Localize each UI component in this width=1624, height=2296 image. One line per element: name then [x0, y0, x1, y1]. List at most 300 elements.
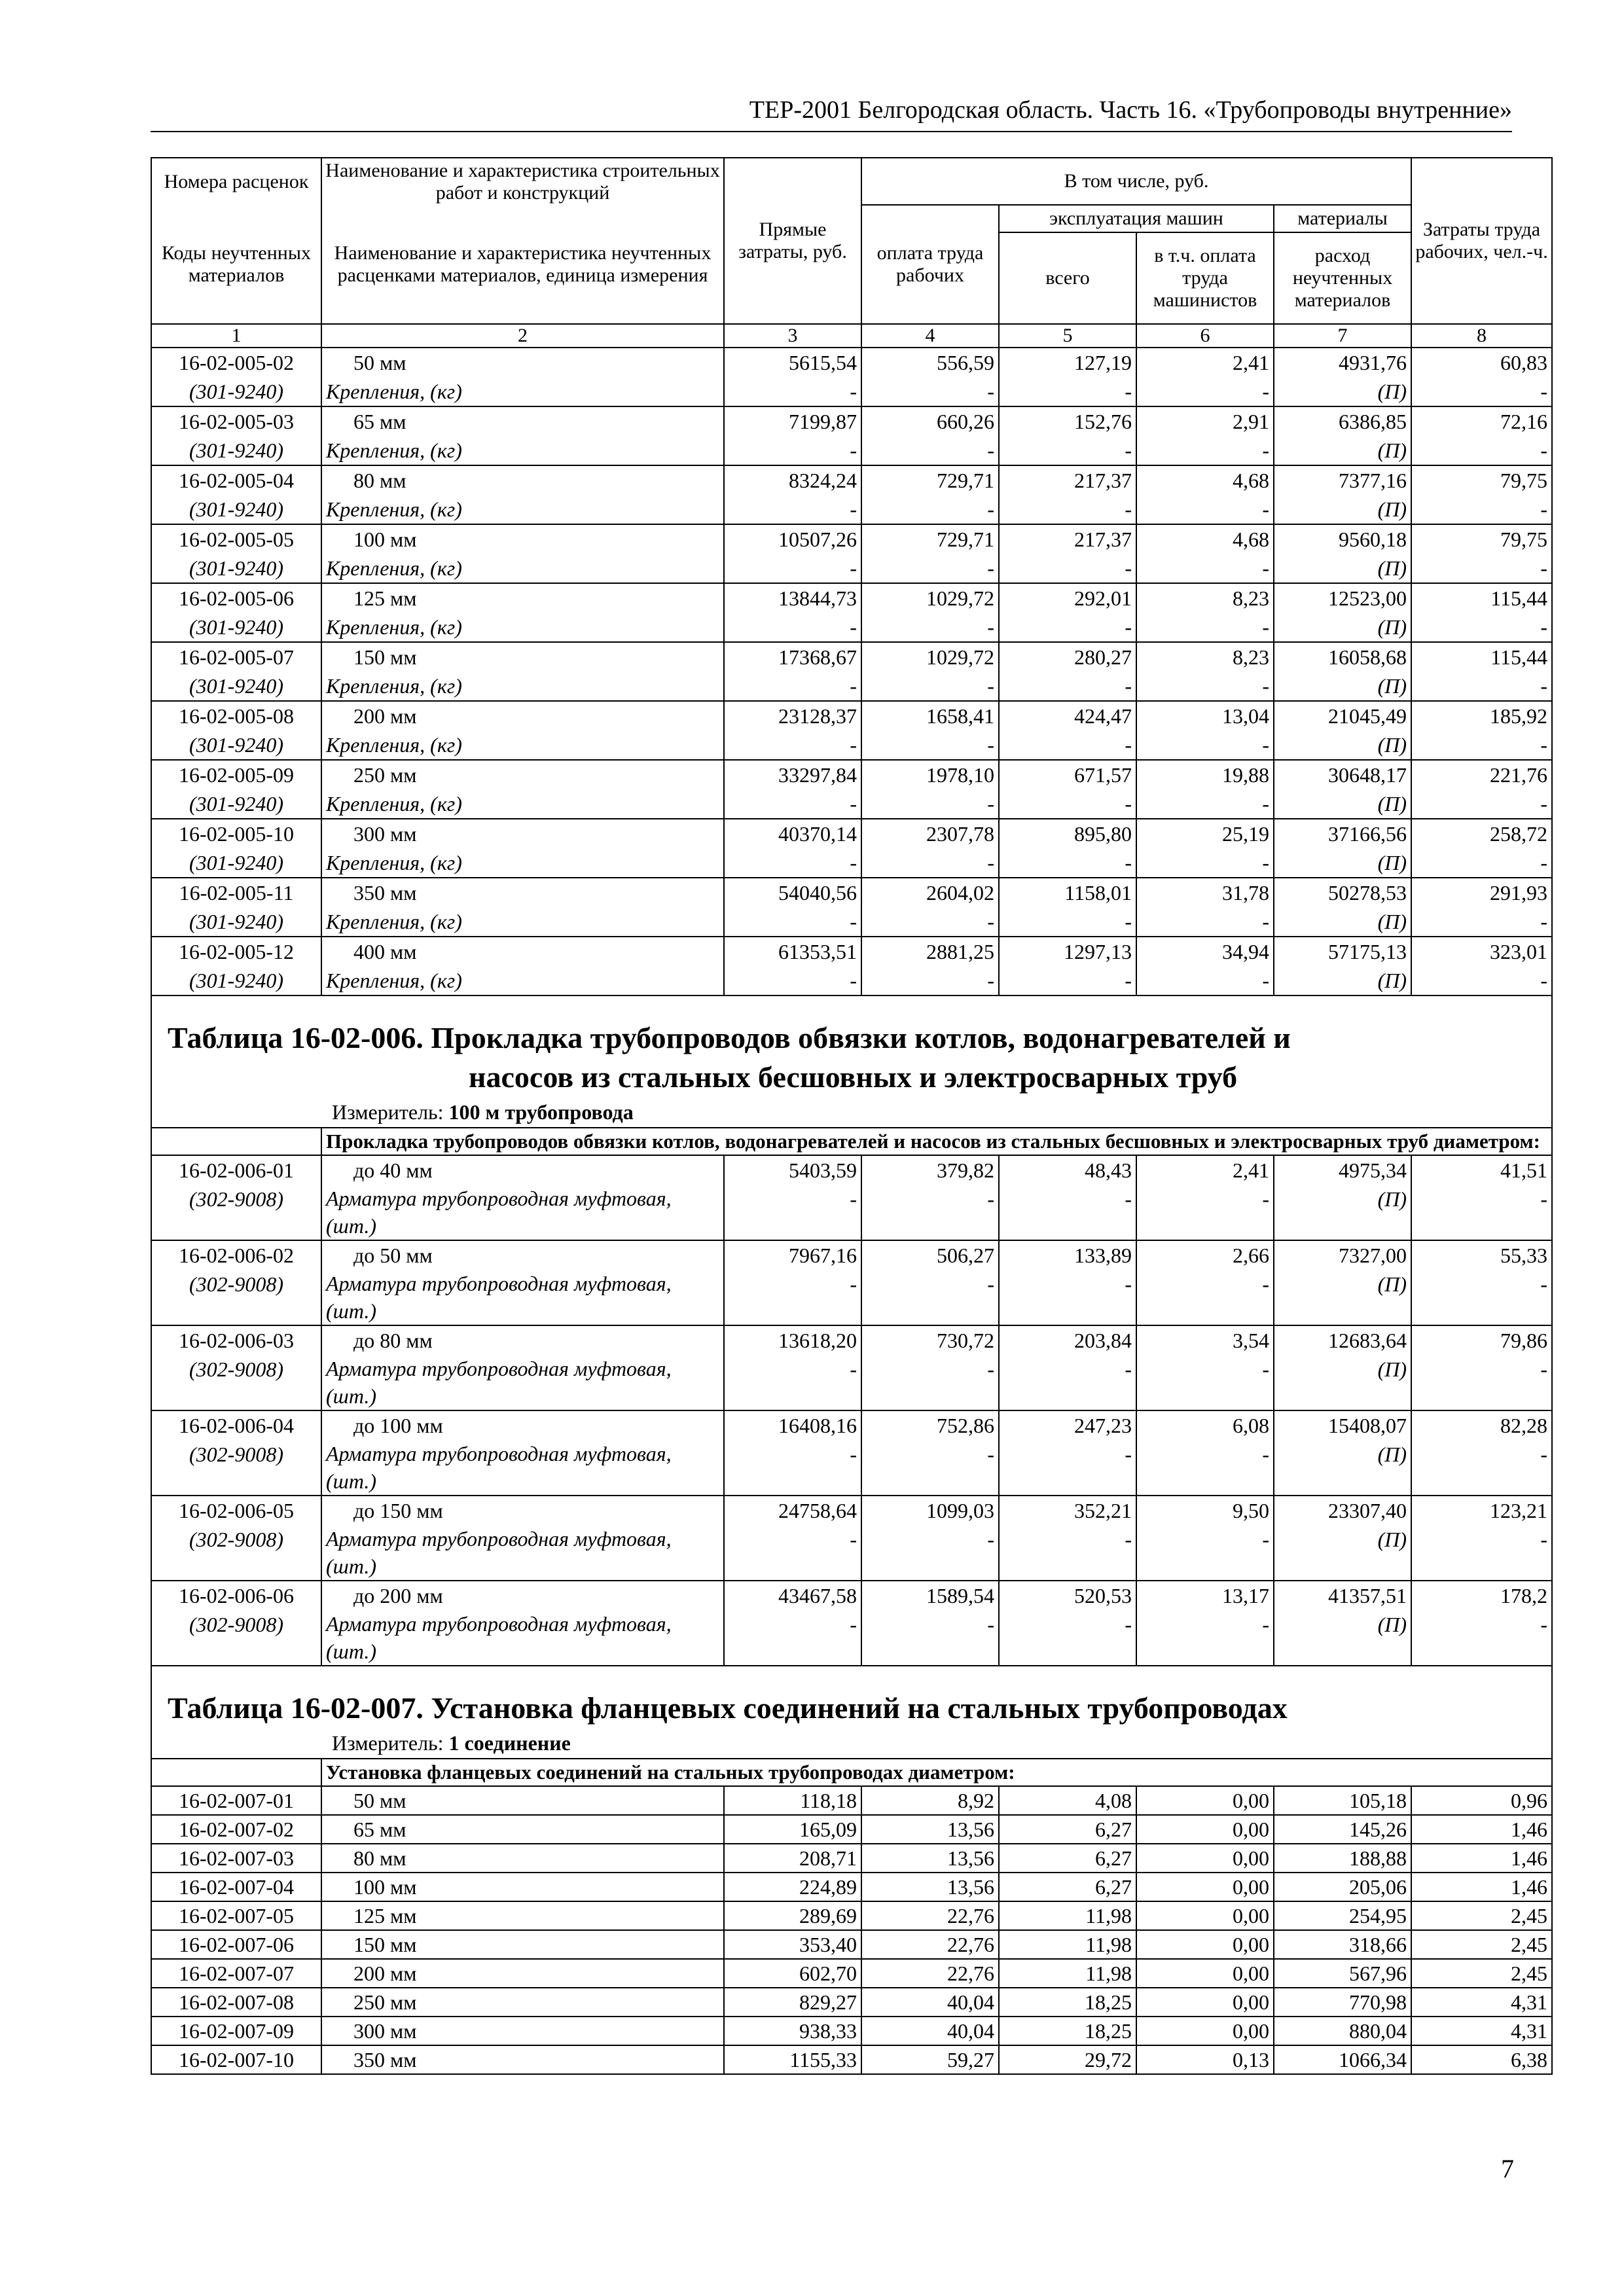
value-work: 1,46 — [1411, 1844, 1552, 1873]
empty-value-dash: - — [1136, 613, 1274, 642]
material-note: (П) — [1274, 1270, 1411, 1325]
value-machpay: 2,41 — [1136, 348, 1274, 377]
empty-value-dash: - — [1136, 1440, 1274, 1496]
column-number: 7 — [1274, 324, 1411, 348]
measure-label: Измеритель: — [332, 1100, 444, 1124]
value-labor: 13,56 — [861, 1873, 999, 1901]
value-materials: 567,96 — [1274, 1959, 1411, 1988]
value-labor: 1978,10 — [861, 760, 999, 789]
value-machpay: 4,68 — [1136, 465, 1274, 495]
table-subheading: Прокладка трубопроводов обвязки котлов, водонагревателей и насосов из стальных бесшовных и электросварных труб диаметром: — [321, 1128, 1552, 1155]
material-row — [151, 848, 1552, 878]
value-work: 2,45 — [1411, 1930, 1552, 1959]
value-labor: 1029,72 — [861, 642, 999, 672]
table-row — [151, 1988, 1552, 2017]
material-name: Крепления, (кг) — [321, 966, 724, 996]
column-number: 6 — [1136, 324, 1274, 348]
empty-value-dash: - — [724, 1525, 861, 1581]
empty-value-dash: - — [999, 436, 1136, 465]
material-name: Арматура трубопроводная муфтовая, (шт.) — [321, 1525, 724, 1581]
value-materials: 770,98 — [1274, 1988, 1411, 2017]
value-mach: 11,98 — [999, 1930, 1136, 1959]
value-work: 6,38 — [1411, 2045, 1552, 2074]
material-note: (П) — [1274, 1610, 1411, 1666]
material-row — [151, 1270, 1552, 1325]
value-materials: 12523,00 — [1274, 583, 1411, 613]
value-materials: 16058,68 — [1274, 642, 1411, 672]
rate-code: 16-02-006-02 — [151, 1240, 321, 1270]
value-mach: 11,98 — [999, 1901, 1136, 1930]
empty-value-dash: - — [861, 730, 999, 760]
rate-code: 16-02-007-01 — [151, 1786, 321, 1815]
empty-value-dash: - — [724, 377, 861, 406]
value-labor: 13,56 — [861, 1844, 999, 1873]
value-materials: 21045,49 — [1274, 701, 1411, 730]
empty-value-dash: - — [999, 789, 1136, 819]
empty-value-dash: - — [1411, 1270, 1552, 1325]
empty-value-dash: - — [1411, 730, 1552, 760]
rate-code: 16-02-006-03 — [151, 1325, 321, 1355]
table-16-02-005-rows — [151, 348, 1552, 996]
rate-code: 16-02-007-02 — [151, 1815, 321, 1844]
work-name: 65 мм — [321, 406, 724, 436]
measure-value: 1 соединение — [448, 1731, 571, 1755]
value-work: 221,76 — [1411, 760, 1552, 789]
value-work: 2,45 — [1411, 1959, 1552, 1988]
value-materials: 4975,34 — [1274, 1155, 1411, 1185]
material-name: Арматура трубопроводная муфтовая, (шт.) — [321, 1440, 724, 1496]
value-direct: 24758,64 — [724, 1496, 861, 1525]
empty-value-dash: - — [999, 730, 1136, 760]
material-name: Арматура трубопроводная муфтовая, (шт.) — [321, 1270, 724, 1325]
empty-value-dash: - — [1136, 1185, 1274, 1240]
material-note: (П) — [1274, 377, 1411, 406]
table-row — [151, 701, 1552, 730]
material-row — [151, 436, 1552, 465]
value-direct: 208,71 — [724, 1844, 861, 1873]
value-work: 82,28 — [1411, 1410, 1552, 1440]
material-code: (301-9240) — [151, 377, 321, 406]
value-direct: 10507,26 — [724, 524, 861, 554]
empty-value-dash: - — [861, 613, 999, 642]
empty-value-dash: - — [1411, 966, 1552, 996]
value-labor: 660,26 — [861, 406, 999, 436]
empty-value-dash: - — [999, 1610, 1136, 1666]
empty-value-dash: - — [1411, 1185, 1552, 1240]
value-mach: 895,80 — [999, 819, 1136, 848]
material-name: Крепления, (кг) — [321, 907, 724, 937]
empty-value-dash: - — [861, 495, 999, 524]
rate-code: 16-02-005-05 — [151, 524, 321, 554]
table-row — [151, 642, 1552, 672]
empty-value-dash: - — [724, 1610, 861, 1666]
value-machpay: 0,00 — [1136, 1873, 1274, 1901]
value-machpay: 34,94 — [1136, 937, 1274, 966]
value-labor: 40,04 — [861, 2017, 999, 2045]
work-name: 200 мм — [321, 1959, 724, 1988]
table-row — [151, 465, 1552, 495]
material-name: Крепления, (кг) — [321, 613, 724, 642]
empty-value-dash: - — [1136, 907, 1274, 937]
col-including-header: В том числе, руб. — [861, 158, 1411, 205]
value-machpay: 3,54 — [1136, 1325, 1274, 1355]
empty-value-dash: - — [1136, 436, 1274, 465]
rate-code: 16-02-005-07 — [151, 642, 321, 672]
rate-code: 16-02-005-10 — [151, 819, 321, 848]
value-mach: 671,57 — [999, 760, 1136, 789]
material-row — [151, 1610, 1552, 1666]
value-work: 291,93 — [1411, 878, 1552, 907]
empty-value-dash: - — [1136, 1610, 1274, 1666]
material-row — [151, 966, 1552, 996]
material-code: (302-9008) — [151, 1270, 321, 1325]
value-direct: 17368,67 — [724, 642, 861, 672]
material-name: Арматура трубопроводная муфтовая, (шт.) — [321, 1610, 724, 1666]
rate-code: 16-02-007-08 — [151, 1988, 321, 2017]
work-name: 250 мм — [321, 1988, 724, 2017]
value-direct: 1155,33 — [724, 2045, 861, 2074]
value-labor: 506,27 — [861, 1240, 999, 1270]
value-mach: 352,21 — [999, 1496, 1136, 1525]
empty-value-dash: - — [861, 436, 999, 465]
col-direct-cost-header: Прямые затраты, руб. — [724, 158, 861, 324]
value-mach: 1297,13 — [999, 937, 1136, 966]
rate-code: 16-02-006-05 — [151, 1496, 321, 1525]
material-code: (301-9240) — [151, 495, 321, 524]
empty-value-dash: - — [724, 1185, 861, 1240]
value-labor: 13,56 — [861, 1815, 999, 1844]
work-name: 80 мм — [321, 1844, 724, 1873]
table-row — [151, 1815, 1552, 1844]
material-code: (301-9240) — [151, 436, 321, 465]
value-work: 115,44 — [1411, 583, 1552, 613]
work-name: 125 мм — [321, 1901, 724, 1930]
value-materials: 9560,18 — [1274, 524, 1411, 554]
value-direct: 165,09 — [724, 1815, 861, 1844]
value-direct: 602,70 — [724, 1959, 861, 1988]
empty-value-dash: - — [999, 907, 1136, 937]
material-name: Арматура трубопроводная муфтовая, (шт.) — [321, 1355, 724, 1410]
value-machpay: 8,23 — [1136, 583, 1274, 613]
value-mach: 217,37 — [999, 465, 1136, 495]
table-16-02-007-subheading — [151, 1759, 1552, 1786]
empty-value-dash: - — [724, 907, 861, 937]
empty-value-dash: - — [1136, 1355, 1274, 1410]
table-title-line-2: насосов из стальных бесшовных и электросварных труб — [469, 1060, 1238, 1094]
value-machpay: 9,50 — [1136, 1496, 1274, 1525]
value-materials: 1066,34 — [1274, 2045, 1411, 2074]
empty-value-dash: - — [861, 1440, 999, 1496]
work-name: 300 мм — [321, 819, 724, 848]
col-materials-header: материалы — [1274, 205, 1411, 232]
value-direct: 829,27 — [724, 1988, 861, 2017]
value-labor: 59,27 — [861, 2045, 999, 2074]
value-direct: 33297,84 — [724, 760, 861, 789]
col-material-code-header: Коды неучтенных материалов — [151, 205, 321, 324]
material-name: Крепления, (кг) — [321, 672, 724, 701]
value-machpay: 13,17 — [1136, 1581, 1274, 1610]
table-row — [151, 1844, 1552, 1873]
table-row — [151, 1901, 1552, 1930]
rate-code: 16-02-005-09 — [151, 760, 321, 789]
value-labor: 22,76 — [861, 1901, 999, 1930]
rate-code: 16-02-005-06 — [151, 583, 321, 613]
table-row — [151, 2017, 1552, 2045]
value-work: 178,2 — [1411, 1581, 1552, 1610]
value-mach: 18,25 — [999, 1988, 1136, 2017]
value-direct: 118,18 — [724, 1786, 861, 1815]
work-name: 350 мм — [321, 2045, 724, 2074]
value-mach: 4,08 — [999, 1786, 1136, 1815]
empty-value-dash: - — [1411, 613, 1552, 642]
empty-value-dash: - — [1411, 436, 1552, 465]
table-row — [151, 1496, 1552, 1525]
table-subheading: Установка фланцевых соединений на стальных трубопроводах диаметром: — [321, 1759, 1552, 1786]
material-note: (П) — [1274, 1185, 1411, 1240]
material-note: (П) — [1274, 966, 1411, 996]
empty-value-dash: - — [999, 848, 1136, 878]
work-name: 350 мм — [321, 878, 724, 907]
value-direct: 7199,87 — [724, 406, 861, 436]
empty-value-dash: - — [1136, 1525, 1274, 1581]
value-labor: 1589,54 — [861, 1581, 999, 1610]
empty-value-dash: - — [1411, 848, 1552, 878]
table-row — [151, 1786, 1552, 1815]
empty-value-dash: - — [861, 848, 999, 878]
material-row — [151, 554, 1552, 583]
measure-line — [151, 1097, 1552, 1128]
value-materials: 7327,00 — [1274, 1240, 1411, 1270]
rate-code: 16-02-005-11 — [151, 878, 321, 907]
table-row — [151, 937, 1552, 966]
empty-value-dash: - — [999, 1440, 1136, 1496]
value-work: 41,51 — [1411, 1155, 1552, 1185]
page-header — [151, 93, 1512, 132]
table-row — [151, 1325, 1552, 1355]
value-mach: 11,98 — [999, 1959, 1136, 1988]
value-work: 60,83 — [1411, 348, 1552, 377]
work-name: 125 мм — [321, 583, 724, 613]
empty-value-dash: - — [999, 1525, 1136, 1581]
work-name: 100 мм — [321, 524, 724, 554]
work-name: 50 мм — [321, 348, 724, 377]
empty-value-dash: - — [724, 554, 861, 583]
material-code: (301-9240) — [151, 613, 321, 642]
value-mach: 6,27 — [999, 1873, 1136, 1901]
value-work: 4,31 — [1411, 2017, 1552, 2045]
value-mach: 520,53 — [999, 1581, 1136, 1610]
empty-value-dash: - — [1411, 1355, 1552, 1410]
table-16-02-006-rows — [151, 1155, 1552, 1666]
material-name: Крепления, (кг) — [321, 495, 724, 524]
table-row — [151, 878, 1552, 907]
value-labor: 729,71 — [861, 524, 999, 554]
empty-value-dash: - — [1136, 966, 1274, 996]
table-title: Таблица 16-02-007. Установка фланцевых соединений на стальных трубопроводах — [151, 1689, 1552, 1728]
empty-value-dash: - — [1411, 1610, 1552, 1666]
rate-code: 16-02-007-10 — [151, 2045, 321, 2074]
empty-value-dash: - — [861, 672, 999, 701]
value-direct: 5615,54 — [724, 348, 861, 377]
column-numbers-row — [151, 324, 1552, 348]
measure-value: 100 м трубопровода — [448, 1100, 634, 1124]
value-work: 1,46 — [1411, 1815, 1552, 1844]
value-labor: 8,92 — [861, 1786, 999, 1815]
value-materials: 50278,53 — [1274, 878, 1411, 907]
material-code: (301-9240) — [151, 966, 321, 996]
value-machpay: 6,08 — [1136, 1410, 1274, 1440]
table-header — [151, 158, 1552, 348]
material-name: Арматура трубопроводная муфтовая, (шт.) — [321, 1185, 724, 1240]
value-materials: 880,04 — [1274, 2017, 1411, 2045]
empty-value-dash: - — [1411, 1525, 1552, 1581]
table-16-02-007-rows — [151, 1786, 1552, 2074]
empty-value-dash: - — [1411, 554, 1552, 583]
table-row — [151, 1240, 1552, 1270]
material-note: (П) — [1274, 848, 1411, 878]
value-mach: 280,27 — [999, 642, 1136, 672]
value-mach: 203,84 — [999, 1325, 1136, 1355]
value-machpay: 0,00 — [1136, 1930, 1274, 1959]
value-machpay: 0,00 — [1136, 1988, 1274, 2017]
material-name: Крепления, (кг) — [321, 789, 724, 819]
value-machpay: 31,78 — [1136, 878, 1274, 907]
material-row — [151, 789, 1552, 819]
empty-value-dash: - — [861, 1355, 999, 1410]
value-mach: 292,01 — [999, 583, 1136, 613]
empty-value-dash: - — [999, 1270, 1136, 1325]
material-row — [151, 672, 1552, 701]
rate-code: 16-02-006-06 — [151, 1581, 321, 1610]
empty-value-dash: - — [999, 377, 1136, 406]
material-name: Крепления, (кг) — [321, 848, 724, 878]
empty-value-dash: - — [861, 1525, 999, 1581]
rate-code: 16-02-007-07 — [151, 1959, 321, 1988]
value-mach: 127,19 — [999, 348, 1136, 377]
value-materials: 145,26 — [1274, 1815, 1411, 1844]
empty-value-dash: - — [724, 848, 861, 878]
material-code: (301-9240) — [151, 554, 321, 583]
value-direct: 353,40 — [724, 1930, 861, 1959]
value-mach: 6,27 — [999, 1844, 1136, 1873]
column-number: 4 — [861, 324, 999, 348]
material-note: (П) — [1274, 907, 1411, 937]
empty-value-dash: - — [1411, 907, 1552, 937]
empty-value-dash: - — [1411, 1440, 1552, 1496]
value-materials: 41357,51 — [1274, 1581, 1411, 1610]
work-name: 80 мм — [321, 465, 724, 495]
value-work: 123,21 — [1411, 1496, 1552, 1525]
work-name: 150 мм — [321, 1930, 724, 1959]
value-machpay: 0,00 — [1136, 1844, 1274, 1873]
value-work: 79,75 — [1411, 524, 1552, 554]
value-materials: 105,18 — [1274, 1786, 1411, 1815]
empty-value-dash: - — [724, 789, 861, 819]
empty-value-dash: - — [1136, 1270, 1274, 1325]
value-direct: 16408,16 — [724, 1410, 861, 1440]
value-labor: 1099,03 — [861, 1496, 999, 1525]
value-machpay: 0,00 — [1136, 1815, 1274, 1844]
material-row — [151, 495, 1552, 524]
value-machpay: 2,91 — [1136, 406, 1274, 436]
empty-value-dash: - — [1411, 377, 1552, 406]
rate-code: 16-02-005-04 — [151, 465, 321, 495]
work-name: до 200 мм — [321, 1581, 724, 1610]
value-machpay: 0,00 — [1136, 1786, 1274, 1815]
material-note: (П) — [1274, 613, 1411, 642]
empty-value-dash: - — [999, 495, 1136, 524]
table-row — [151, 1155, 1552, 1185]
material-row — [151, 613, 1552, 642]
empty-value-dash: - — [999, 554, 1136, 583]
value-work: 115,44 — [1411, 642, 1552, 672]
rate-code: 16-02-006-01 — [151, 1155, 321, 1185]
empty-value-dash: - — [724, 672, 861, 701]
empty-value-dash: - — [861, 789, 999, 819]
value-machpay: 4,68 — [1136, 524, 1274, 554]
material-name: Крепления, (кг) — [321, 730, 724, 760]
work-name: до 100 мм — [321, 1410, 724, 1440]
value-machpay: 2,41 — [1136, 1155, 1274, 1185]
value-mach: 29,72 — [999, 2045, 1136, 2074]
material-note: (П) — [1274, 1525, 1411, 1581]
header-title: ТЕР-2001 Белгородская область. Часть 16. «Трубопроводы внутренние» — [749, 96, 1512, 124]
value-labor: 729,71 — [861, 465, 999, 495]
empty-value-dash: - — [861, 554, 999, 583]
value-labor: 2604,02 — [861, 878, 999, 907]
rate-code: 16-02-007-09 — [151, 2017, 321, 2045]
rate-code: 16-02-005-03 — [151, 406, 321, 436]
column-number: 3 — [724, 324, 861, 348]
column-number: 1 — [151, 324, 321, 348]
material-code: (301-9240) — [151, 907, 321, 937]
value-materials: 23307,40 — [1274, 1496, 1411, 1525]
col-machines-total-header: всего — [999, 232, 1136, 324]
work-name: 65 мм — [321, 1815, 724, 1844]
value-labor: 1658,41 — [861, 701, 999, 730]
empty-value-dash: - — [861, 1185, 999, 1240]
col-labor-hours-header: Затраты труда рабочих, чел.-ч. — [1411, 158, 1552, 324]
empty-value-dash: - — [999, 966, 1136, 996]
value-machpay: 19,88 — [1136, 760, 1274, 789]
empty-value-dash: - — [861, 907, 999, 937]
value-direct: 54040,56 — [724, 878, 861, 907]
empty-value-dash: - — [724, 1270, 861, 1325]
value-direct: 13618,20 — [724, 1325, 861, 1355]
material-row — [151, 377, 1552, 406]
column-number: 8 — [1411, 324, 1552, 348]
value-materials: 4931,76 — [1274, 348, 1411, 377]
value-materials: 15408,07 — [1274, 1410, 1411, 1440]
rate-code: 16-02-007-04 — [151, 1873, 321, 1901]
value-work: 323,01 — [1411, 937, 1552, 966]
value-materials: 12683,64 — [1274, 1325, 1411, 1355]
empty-value-dash: - — [861, 1610, 999, 1666]
table-row — [151, 1581, 1552, 1610]
value-labor: 2881,25 — [861, 937, 999, 966]
measure-label: Измеритель: — [332, 1731, 444, 1755]
value-machpay: 25,19 — [1136, 819, 1274, 848]
value-direct: 61353,51 — [724, 937, 861, 966]
value-labor: 22,76 — [861, 1930, 999, 1959]
empty-value-dash: - — [861, 966, 999, 996]
measure-line — [151, 1728, 1552, 1759]
value-mach: 424,47 — [999, 701, 1136, 730]
empty-value-dash: - — [1136, 377, 1274, 406]
material-row — [151, 1355, 1552, 1410]
value-machpay: 2,66 — [1136, 1240, 1274, 1270]
empty-value-dash: - — [861, 377, 999, 406]
